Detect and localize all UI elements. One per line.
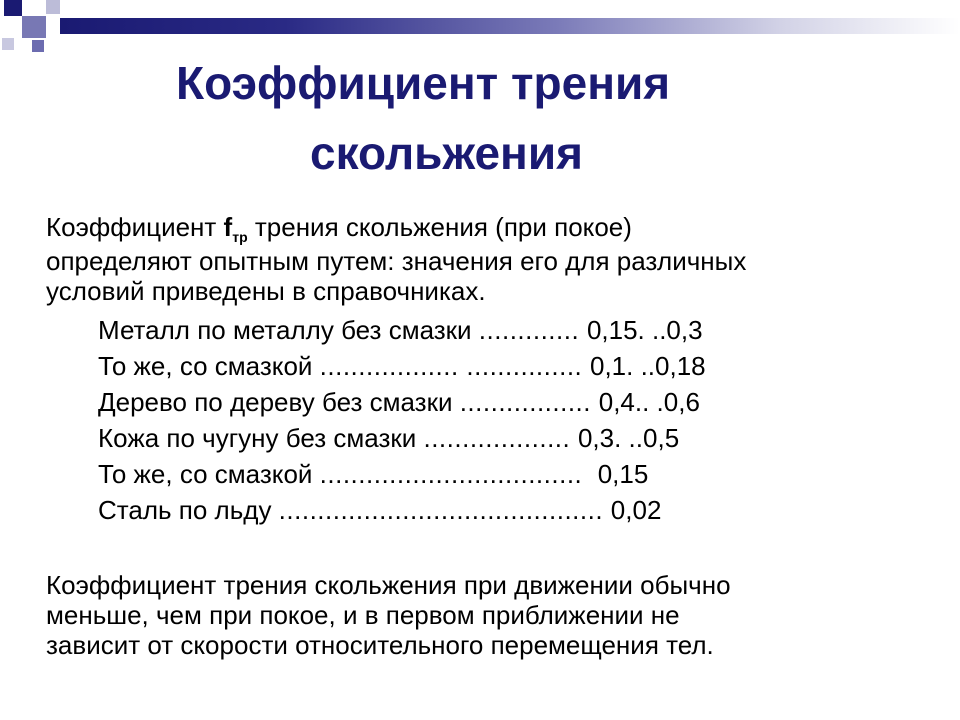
- intro-line: определяют опытным путем: значения его для различных: [46, 246, 747, 276]
- friction-symbol: f: [223, 212, 233, 242]
- coefficient-material: Кожа по чугуну без смазки: [98, 423, 424, 453]
- coefficient-material: То же, со смазкой: [98, 351, 320, 381]
- coefficient-material: Сталь по льду: [98, 495, 279, 525]
- coefficient-row: [98, 348, 918, 384]
- friction-symbol-subscript: тр: [232, 229, 248, 245]
- decor-square: [32, 40, 44, 52]
- coefficient-row: [98, 312, 918, 348]
- coefficient-leader-dots: .................. ...............: [319, 351, 590, 381]
- coefficient-value: 0,15: [597, 459, 649, 489]
- coefficient-leader-dots: .................: [459, 387, 599, 417]
- intro-paragraph: [46, 212, 926, 306]
- coefficient-material: То же, со смазкой: [98, 459, 320, 489]
- decor-square: [2, 38, 14, 50]
- intro-line: условий приведены в справочниках.: [46, 276, 486, 306]
- coefficient-leader-dots: ..................................: [319, 459, 598, 489]
- coefficient-value: 0,4.. .0,6: [598, 387, 700, 417]
- conclusion-line: Коэффициент трения скольжения при движении обычно: [46, 570, 731, 600]
- coefficient-value: 0,02: [610, 495, 662, 525]
- coefficient-row: [98, 420, 918, 456]
- coefficient-row: [98, 492, 918, 528]
- coefficient-material: Металл по металлу без смазки: [98, 315, 479, 345]
- coefficient-value: 0,15. ..0,3: [586, 315, 703, 345]
- coefficient-material: Дерево по дереву без смазки: [98, 387, 460, 417]
- decor-square: [46, 0, 60, 14]
- intro-text: Коэффициент: [46, 212, 224, 242]
- coefficient-leader-dots: ...................: [423, 423, 578, 453]
- coefficient-value: 0,3. ..0,5: [577, 423, 680, 453]
- decor-square: [22, 16, 46, 38]
- header-gradient-bar: [60, 18, 960, 34]
- slide-title: [120, 48, 880, 188]
- slide-title-line: Коэффициент трения: [176, 57, 671, 109]
- coefficient-row: [98, 456, 918, 492]
- coefficient-leader-dots: .............: [478, 315, 587, 345]
- slide-title-line: скольжения: [310, 127, 583, 179]
- conclusion-paragraph: [46, 570, 926, 660]
- intro-text: трения скольжения (при покое): [247, 212, 632, 242]
- coefficient-row: [98, 384, 918, 420]
- decor-square: [4, 0, 22, 16]
- coefficient-list: [98, 312, 918, 528]
- coefficient-value: 0,1. ..0,18: [589, 351, 706, 381]
- conclusion-line: меньше, чем при покое, и в первом приближении не: [46, 600, 680, 630]
- intro-line: [46, 212, 926, 246]
- conclusion-line: зависит от скорости относительного перемещения тел.: [46, 630, 714, 660]
- coefficient-leader-dots: ..........................................: [278, 495, 611, 525]
